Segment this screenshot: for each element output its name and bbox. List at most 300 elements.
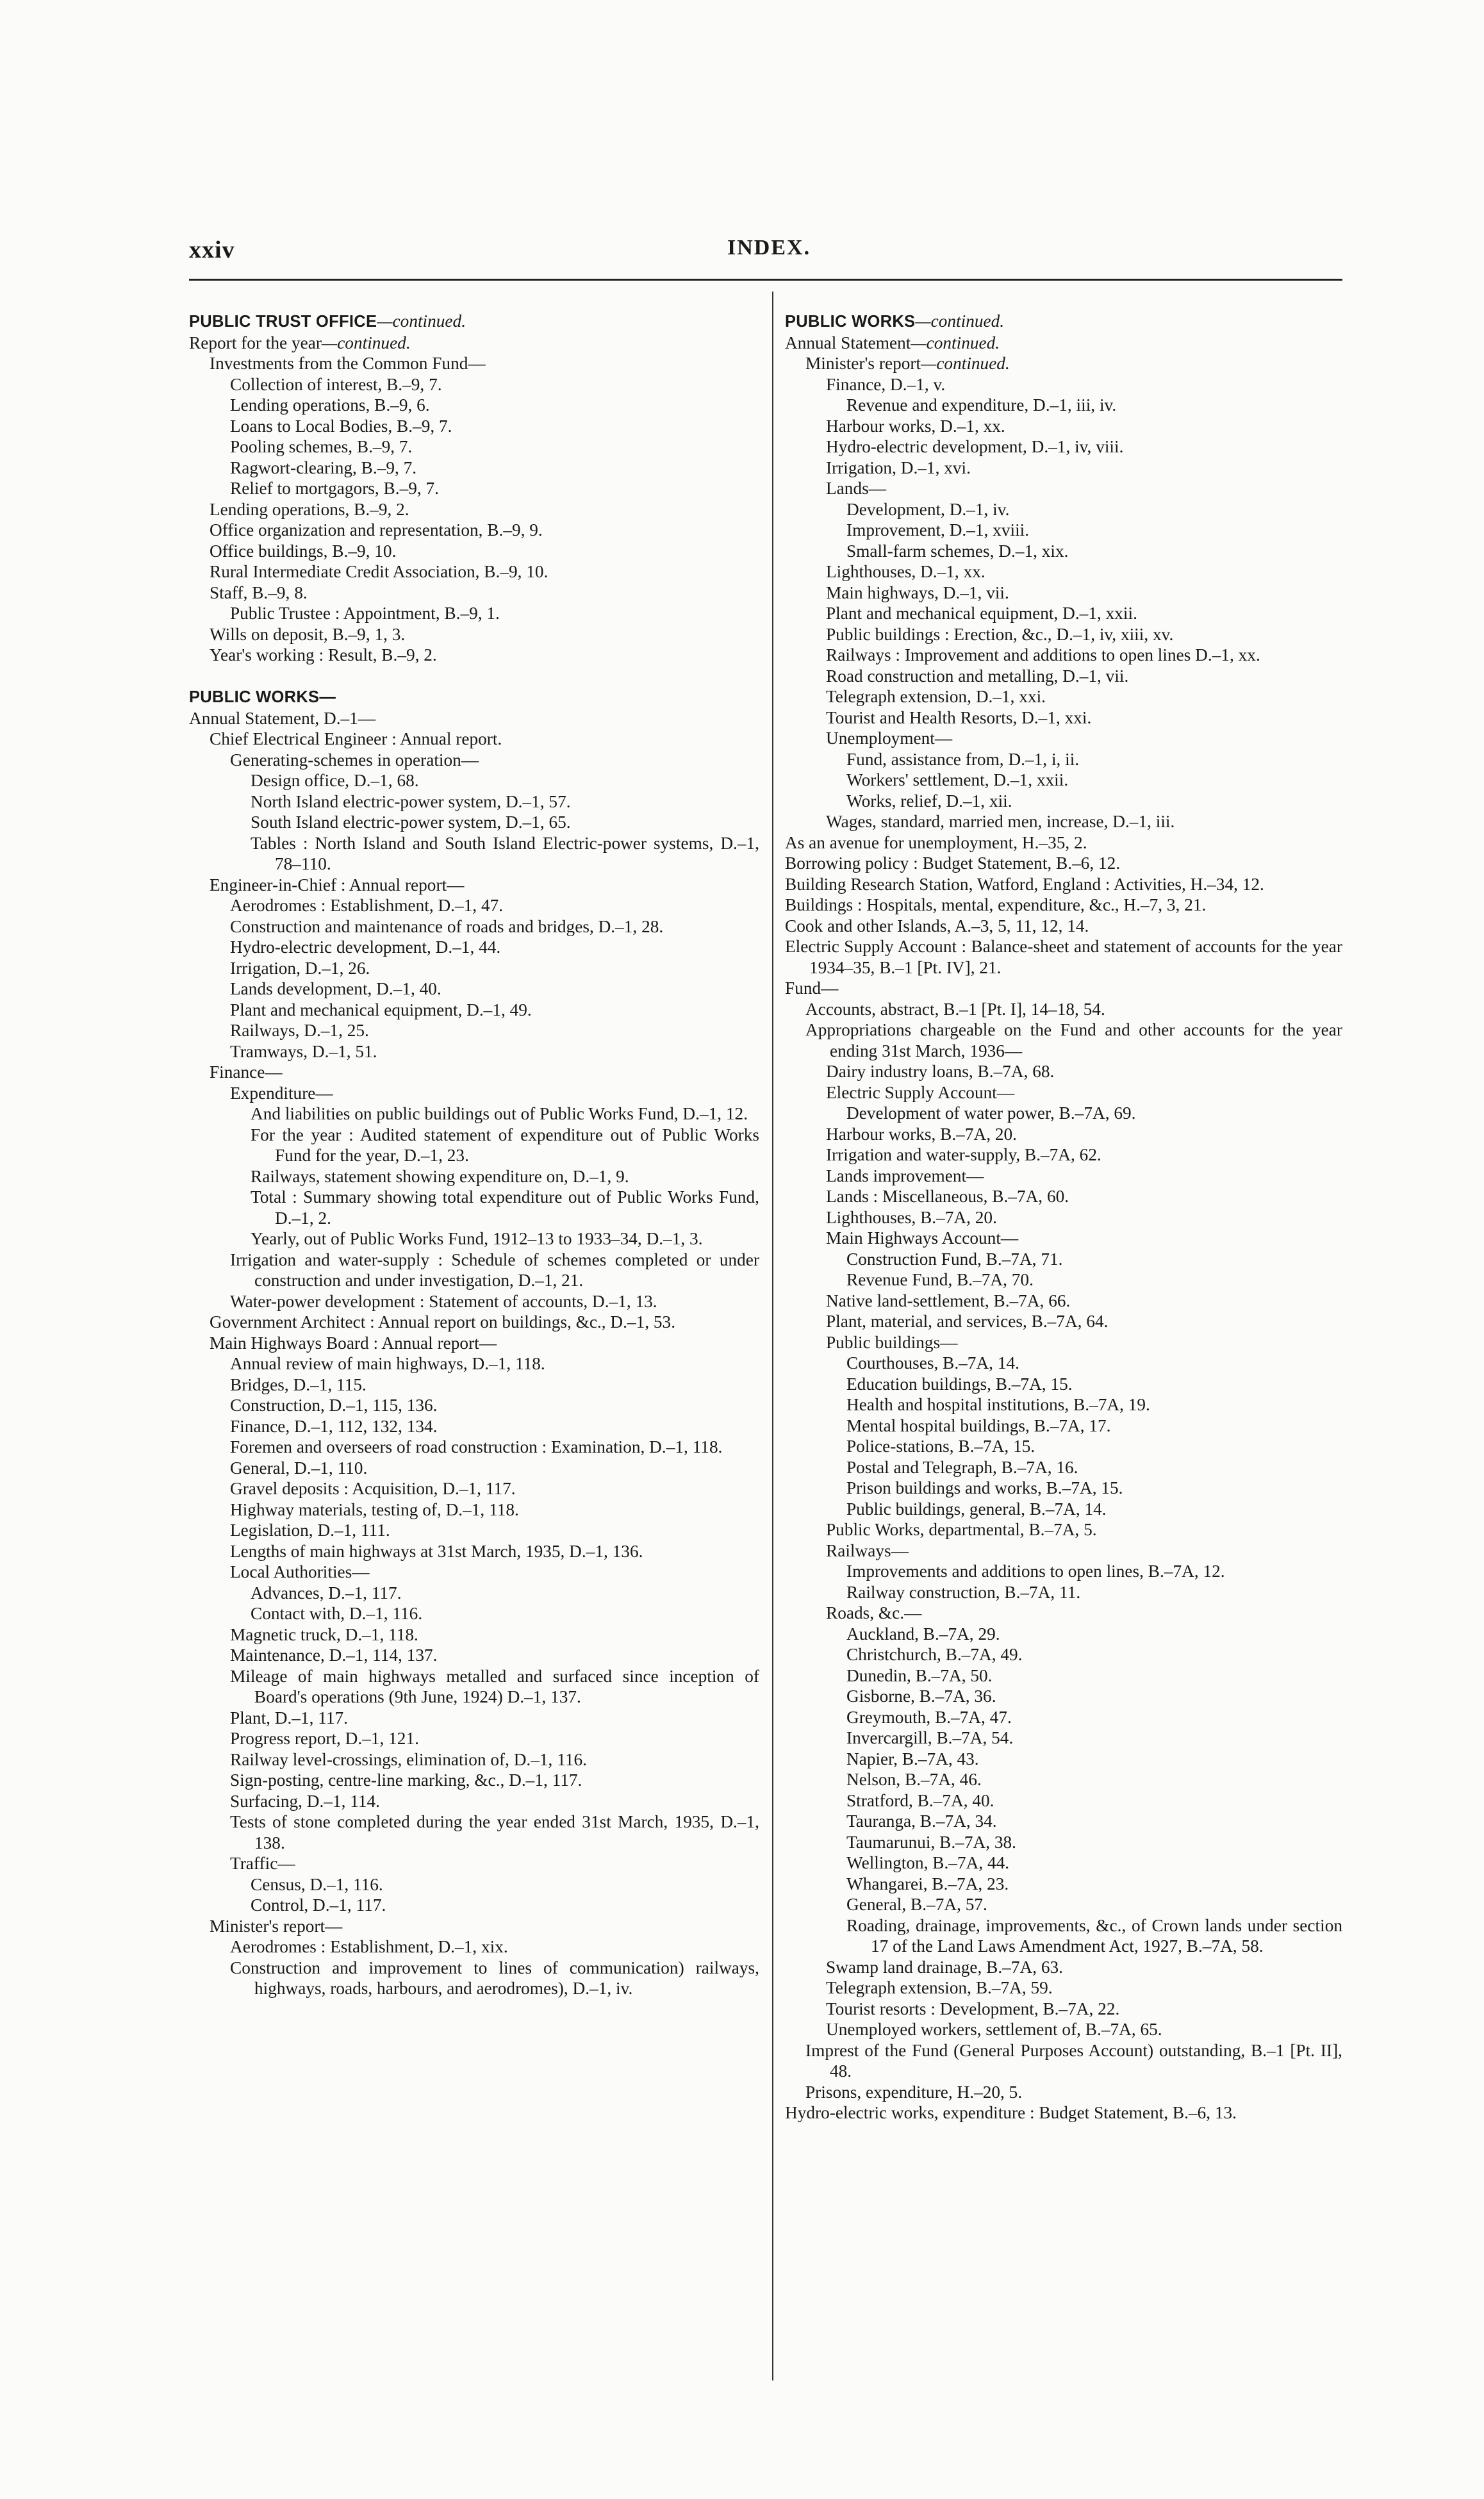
page-header (189, 236, 1342, 274)
entry-text: Railways, statement showing expenditure on, D.–1, 9. (251, 1166, 629, 1186)
entry-text: Lengths of main highways at 31st March, 1935, D.–1, 136. (230, 1541, 643, 1561)
index-entry (189, 436, 759, 458)
index-entry (785, 1769, 1342, 1790)
entry-text: Taumarunui, B.–7A, 38. (846, 1832, 1016, 1852)
index-entry (785, 1457, 1342, 1478)
entry-text: General, D.–1, 110. (230, 1458, 368, 1478)
entry-text: And liabilities on public buildings out of Public Works Fund, D.–1, 12. (251, 1104, 748, 1123)
entry-text: Tourist and Health Resorts, D.–1, xxi. (826, 707, 1092, 727)
index-entry (785, 916, 1342, 937)
index-entry (785, 1644, 1342, 1665)
entry-text: Wellington, B.–7A, 44. (846, 1853, 1010, 1872)
entry-text: Minister's report (805, 354, 921, 373)
index-entry (785, 1291, 1342, 1312)
entry-text: Railways— (826, 1540, 909, 1560)
entry-text: Tourist resorts : Development, B.–7A, 22. (826, 1999, 1120, 2018)
index-entry (189, 1125, 759, 1166)
index-entry (189, 812, 759, 833)
index-entry (785, 395, 1342, 416)
index-entry (785, 624, 1342, 645)
index-entry (785, 1582, 1342, 1603)
index-entry (189, 353, 759, 374)
continued-label: —continued. (921, 354, 1010, 373)
entry-text: Progress report, D.–1, 121. (230, 1729, 419, 1748)
entry-text: Office organization and representation, B.–9, 9. (210, 520, 543, 540)
index-entry (189, 1333, 759, 1354)
entry-text: Advances, D.–1, 117. (251, 1583, 402, 1603)
index-entry (785, 1665, 1342, 1687)
index-entry (189, 458, 759, 479)
page-number: xxiv (189, 236, 235, 263)
index-entry (785, 353, 1342, 374)
entry-text: Irrigation, D.–1, xvi. (826, 458, 971, 477)
index-heading (189, 686, 759, 708)
entry-text: Stratford, B.–7A, 40. (846, 1790, 994, 1810)
entry-text: Magnetic truck, D.–1, 118. (230, 1624, 418, 1644)
entry-text: Public buildings, general, B.–7A, 14. (846, 1499, 1107, 1519)
entry-text: Lands : Miscellaneous, B.–7A, 60. (826, 1187, 1069, 1206)
index-entry (785, 707, 1342, 729)
index-entry (785, 416, 1342, 437)
heading-text: PUBLIC WORKS (785, 313, 916, 331)
index-entry (785, 853, 1342, 874)
index-entry (189, 1645, 759, 1666)
entry-text: Legislation, D.–1, 111. (230, 1521, 390, 1540)
index-entry (785, 1394, 1342, 1415)
entry-text: Revenue Fund, B.–7A, 70. (846, 1270, 1034, 1289)
index-entry (785, 1186, 1342, 1207)
entry-text: Plant and mechanical equipment, D.–1, 49. (230, 1000, 532, 1019)
index-entry (785, 999, 1342, 1020)
index-entry (785, 1915, 1342, 1957)
entry-text: Railways, D.–1, 25. (230, 1021, 369, 1040)
index-entry (189, 1874, 759, 1895)
index-entry (785, 2019, 1342, 2040)
index-entry (785, 1249, 1342, 1270)
entry-text: Plant, material, and services, B.–7A, 64. (826, 1312, 1109, 1331)
entry-text: Census, D.–1, 116. (251, 1874, 383, 1894)
index-entry (189, 1562, 759, 1583)
entry-text: As an avenue for unemployment, H.–35, 2. (785, 832, 1087, 852)
entry-text: Tramways, D.–1, 51. (230, 1041, 377, 1061)
index-entry (785, 978, 1342, 999)
index-entry (785, 1061, 1342, 1082)
index-entry (785, 1103, 1342, 1124)
entry-text: Annual review of main highways, D.–1, 118. (230, 1354, 545, 1373)
entry-text: Dairy industry loans, B.–7A, 68. (826, 1062, 1055, 1081)
continued-label: —continued. (377, 311, 466, 331)
index-entry (785, 936, 1342, 978)
entry-text: Minister's report— (210, 1916, 343, 1936)
index-entry (785, 1374, 1342, 1395)
entry-text: Year's working : Result, B.–9, 2. (210, 645, 437, 664)
index-entry (785, 1269, 1342, 1291)
index-entry (785, 1749, 1342, 1770)
entry-text: Engineer-in-Chief : Annual report— (210, 875, 465, 895)
index-entry (785, 1603, 1342, 1624)
index-entry (785, 1207, 1342, 1228)
index-entry (189, 1187, 759, 1228)
entry-text: Relief to mortgagors, B.–9, 7. (230, 479, 440, 498)
header-rule (189, 279, 1342, 281)
index-entry (785, 645, 1342, 666)
right-column (785, 311, 1342, 2124)
index-entry (785, 1957, 1342, 1978)
index-entry (189, 958, 759, 979)
entry-text: Napier, B.–7A, 43. (846, 1749, 979, 1769)
index-entry (785, 1499, 1342, 1520)
entry-text: Yearly, out of Public Works Fund, 1912–13 to 1933–34, D.–1, 3. (251, 1229, 703, 1248)
index-entry (785, 1228, 1342, 1249)
entry-text: Main Highways Account— (826, 1228, 1019, 1248)
entry-text: Annual Statement (785, 333, 911, 352)
entry-text: Education buildings, B.–7A, 15. (846, 1374, 1073, 1394)
index-entry (189, 978, 759, 1000)
index-entry (189, 1291, 759, 1312)
index-entry (785, 478, 1342, 499)
entry-text: Auckland, B.–7A, 29. (846, 1624, 1000, 1644)
index-entry (189, 875, 759, 896)
index-entry (189, 624, 759, 645)
entry-text: Design office, D.–1, 68. (251, 771, 419, 790)
entry-text: Christchurch, B.–7A, 49. (846, 1645, 1023, 1664)
index-entry (785, 1707, 1342, 1728)
entry-text: Building Research Station, Watford, England : Activities, H.–34, 12. (785, 874, 1264, 894)
index-entry (189, 1478, 759, 1499)
index-entry (785, 1415, 1342, 1437)
entry-text: Fund, assistance from, D.–1, i, ii. (846, 749, 1080, 769)
index-entry (785, 749, 1342, 770)
running-head: INDEX. (727, 236, 811, 260)
entry-text: Tests of stone completed during the year ended 31st March, 1935, D.–1, 138. (230, 1812, 759, 1852)
entry-text: Irrigation and water-supply, B.–7A, 62. (826, 1145, 1101, 1164)
index-entry (785, 1811, 1342, 1832)
index-entry (189, 478, 759, 499)
index-entry (785, 2082, 1342, 2103)
entry-text: Lighthouses, D.–1, xx. (826, 562, 985, 581)
index-entry (785, 499, 1342, 520)
index-entry (189, 1770, 759, 1791)
entry-text: Postal and Telegraph, B.–7A, 16. (846, 1457, 1078, 1477)
entry-text: Irrigation and water-supply : Schedule of schemes completed or under construction and under investigation, D.–1, 21. (230, 1250, 759, 1290)
index-entry (189, 1916, 759, 1937)
entry-text: Unemployed workers, settlement of, B.–7A, 65. (826, 2020, 1162, 2039)
index-entry (189, 1020, 759, 1041)
entry-text: For the year : Audited statement of expenditure out of Public Works Fund for the year, D.–1, 23. (251, 1125, 759, 1165)
entry-text: Staff, B.–9, 8. (210, 582, 308, 602)
index-entry (189, 1853, 759, 1874)
entry-text: Development, D.–1, iv. (846, 499, 1010, 519)
entry-text: Electric Supply Account : Balance-sheet and statement of accounts for the year 1934–35, B.–1 [Pt. IV], 21. (785, 937, 1342, 977)
entry-text: Swamp land drainage, B.–7A, 63. (826, 1957, 1063, 1977)
entry-text: Borrowing policy : Budget Statement, B.–6, 12. (785, 854, 1121, 873)
index-entry (189, 1708, 759, 1729)
entry-text: Hydro-electric development, D.–1, 44. (230, 937, 501, 957)
index-entry (785, 1790, 1342, 1811)
index-entry (189, 1103, 759, 1125)
index-entry (785, 1353, 1342, 1374)
entry-text: Hydro-electric development, D.–1, iv, viii. (826, 437, 1124, 456)
index-entry (189, 1041, 759, 1062)
entry-text: Accounts, abstract, B.–1 [Pt. I], 14–18, 54. (805, 999, 1105, 1019)
index-entry (785, 895, 1342, 916)
index-entry (189, 1374, 759, 1396)
entry-text: Contact with, D.–1, 116. (251, 1604, 423, 1623)
entry-text: Roads, &c.— (826, 1603, 922, 1622)
index-entry (785, 458, 1342, 479)
index-entry (785, 1436, 1342, 1457)
entry-text: Imprest of the Fund (General Purposes Account) outstanding, B.–1 [Pt. II], 48. (805, 2040, 1342, 2081)
entry-text: Traffic— (230, 1854, 295, 1873)
entry-text: Lands improvement— (826, 1166, 984, 1185)
entry-text: Loans to Local Bodies, B.–9, 7. (230, 416, 452, 436)
heading-text: PUBLIC WORKS— (189, 688, 336, 706)
entry-text: Control, D.–1, 117. (251, 1895, 386, 1915)
entry-text: Main highways, D.–1, vii. (826, 582, 1009, 602)
index-entry (785, 666, 1342, 687)
index-entry (785, 436, 1342, 458)
index-entry (785, 1686, 1342, 1707)
heading-text: PUBLIC TRUST OFFICE (189, 313, 377, 331)
index-heading (189, 311, 759, 333)
index-entry (785, 1478, 1342, 1499)
index-entry (785, 2040, 1342, 2082)
index-entry (189, 1958, 759, 1999)
entry-text: Finance, D.–1, 112, 132, 134. (230, 1416, 438, 1436)
index-entry (785, 1019, 1342, 1061)
entry-text: Prison buildings and works, B.–7A, 15. (846, 1478, 1123, 1497)
index-entry (189, 791, 759, 812)
index-entry (785, 728, 1342, 749)
entry-text: Public buildings— (826, 1332, 958, 1352)
entry-text: Government Architect : Annual report on buildings, &c., D.–1, 53. (210, 1312, 676, 1332)
entry-text: Appropriations chargeable on the Fund and other accounts for the year ending 31st March, 1936— (805, 1020, 1342, 1060)
entry-text: Tauranga, B.–7A, 34. (846, 1811, 997, 1831)
entry-text: Wages, standard, married men, increase, D.–1, iii. (826, 812, 1175, 831)
index-entry (785, 874, 1342, 895)
entry-text: Fund— (785, 978, 839, 998)
index-entry (785, 1332, 1342, 1353)
entry-text: Telegraph extension, D.–1, xxi. (826, 687, 1046, 706)
entry-text: Rural Intermediate Credit Association, B.–9, 10. (210, 562, 548, 581)
entry-text: Main Highways Board : Annual report— (210, 1333, 497, 1353)
index-entry (189, 1166, 759, 1187)
entry-text: Construction and maintenance of roads and bridges, D.–1, 28. (230, 916, 664, 936)
entry-text: Plant, D.–1, 117. (230, 1708, 349, 1728)
entry-text: Invercargill, B.–7A, 54. (846, 1728, 1014, 1747)
entry-text: Generating-schemes in operation— (230, 750, 479, 770)
index-entry (785, 1082, 1342, 1103)
index-entry (189, 1312, 759, 1333)
entry-text: Chief Electrical Engineer : Annual report. (210, 729, 502, 748)
index-entry (785, 1166, 1342, 1187)
entry-text: Finance, D.–1, v. (826, 374, 946, 394)
entry-text: Railway level-crossings, elimination of, D.–1, 116. (230, 1749, 587, 1769)
entry-text: Maintenance, D.–1, 114, 137. (230, 1645, 438, 1665)
entry-text: Annual Statement, D.–1— (189, 708, 376, 728)
entry-text: Revenue and expenditure, D.–1, iii, iv. (846, 395, 1117, 415)
index-entry (785, 582, 1342, 604)
index-entry (189, 1499, 759, 1521)
index-entry (785, 1999, 1342, 2020)
entry-text: Small-farm schemes, D.–1, xix. (846, 541, 1069, 561)
index-entry (785, 1311, 1342, 1332)
index-entry (785, 1832, 1342, 1853)
entry-text: Mileage of main highways metalled and surfaced since inception of Board's operations (9th June, 1924) D.–1, 137. (230, 1666, 759, 1706)
entry-text: Lending operations, B.–9, 6. (230, 395, 430, 415)
index-entry (189, 1603, 759, 1624)
entry-text: Office buildings, B.–9, 10. (210, 541, 397, 561)
entry-text: Railway construction, B.–7A, 11. (846, 1582, 1081, 1602)
entry-text: Harbour works, B.–7A, 20. (826, 1124, 1017, 1144)
index-entry (785, 603, 1342, 624)
entry-text: Lending operations, B.–9, 2. (210, 499, 409, 519)
index-entry (189, 374, 759, 395)
index-entry (189, 1728, 759, 1749)
entry-text: Highway materials, testing of, D.–1, 118. (230, 1499, 519, 1519)
entry-text: Total : Summary showing total expenditure out of Public Works Fund, D.–1, 2. (251, 1187, 759, 1228)
entry-text: Lands development, D.–1, 40. (230, 979, 441, 998)
index-entry (785, 1728, 1342, 1749)
index-entry (189, 333, 759, 354)
entry-text: Public Trustee : Appointment, B.–9, 1. (230, 604, 500, 623)
index-entry (785, 520, 1342, 541)
index-entry (189, 750, 759, 771)
index-entry (189, 1353, 759, 1374)
index-entry (785, 561, 1342, 582)
index-entry (189, 1541, 759, 1562)
entry-text: Gravel deposits : Acquisition, D.–1, 117. (230, 1479, 516, 1498)
index-entry (189, 708, 759, 729)
index-entry (189, 582, 759, 604)
entry-text: Courthouses, B.–7A, 14. (846, 1353, 1019, 1373)
entry-text: Tables : North Island and South Island Electric-power systems, D.–1, 78–110. (251, 833, 759, 873)
entry-text: Road construction and metalling, D.–1, vii. (826, 666, 1129, 686)
index-entry (189, 1000, 759, 1021)
index-entry (785, 686, 1342, 707)
index-entry (785, 1894, 1342, 1915)
index-entry (785, 791, 1342, 812)
index-entry (189, 1437, 759, 1458)
index-entry (189, 1458, 759, 1479)
index-entry (189, 833, 759, 875)
entry-text: Report for the year (189, 333, 322, 352)
index-entry (189, 1666, 759, 1708)
index-entry (785, 2102, 1342, 2124)
left-column (189, 311, 759, 1999)
entry-text: South Island electric-power system, D.–1, 65. (251, 812, 571, 832)
entry-text: Sign-posting, centre-line marking, &c., D.–1, 117. (230, 1770, 582, 1790)
entry-text: Mental hospital buildings, B.–7A, 17. (846, 1415, 1111, 1435)
entry-text: Ragwort-clearing, B.–9, 7. (230, 458, 417, 477)
index-entry (189, 603, 759, 624)
entry-text: Collection of interest, B.–9, 7. (230, 374, 442, 394)
index-entry (785, 541, 1342, 562)
entry-text: Cook and other Islands, A.–3, 5, 11, 12, 14. (785, 916, 1089, 936)
entry-text: Public Works, departmental, B.–7A, 5. (826, 1520, 1097, 1539)
index-entry (189, 916, 759, 937)
index-entry (189, 1811, 759, 1853)
index-entry (189, 561, 759, 582)
entry-text: Telegraph extension, B.–7A, 59. (826, 1978, 1053, 1997)
index-entry (189, 1395, 759, 1416)
index-entry (189, 1583, 759, 1604)
entry-text: Railways : Improvement and additions to open lines D.–1, xx. (826, 645, 1260, 664)
index-entry (189, 770, 759, 791)
index-entry (785, 1519, 1342, 1540)
index-entry (189, 1936, 759, 1958)
index-entry (189, 1791, 759, 1812)
entry-text: Expenditure— (230, 1083, 333, 1103)
index-entry (189, 541, 759, 562)
index-entry (189, 1520, 759, 1541)
entry-text: Whangarei, B.–7A, 23. (846, 1874, 1009, 1893)
index-entry (785, 832, 1342, 854)
entry-text: Water-power development : Statement of accounts, D.–1, 13. (230, 1291, 657, 1311)
index-entry (785, 1874, 1342, 1895)
index-entry (189, 937, 759, 958)
index-entry (189, 520, 759, 541)
index-entry (785, 374, 1342, 395)
entry-text: Wills on deposit, B.–9, 1, 3. (210, 624, 406, 644)
entry-text: Bridges, D.–1, 115. (230, 1374, 367, 1394)
index-entry (785, 1124, 1342, 1145)
entry-text: Local Authorities— (230, 1562, 370, 1581)
entry-text: Harbour works, D.–1, xx. (826, 416, 1005, 436)
entry-text: Improvements and additions to open lines, B.–7A, 12. (846, 1562, 1225, 1581)
entry-text: Pooling schemes, B.–9, 7. (230, 437, 413, 456)
index-entry (189, 395, 759, 416)
entry-text: Unemployment— (826, 729, 953, 748)
entry-text: Development of water power, B.–7A, 69. (846, 1103, 1136, 1123)
index-entry (189, 895, 759, 916)
index-entry (189, 416, 759, 437)
index-entry (189, 1228, 759, 1250)
entry-text: Construction Fund, B.–7A, 71. (846, 1249, 1063, 1269)
entry-text: Foremen and overseers of road construction : Examination, D.–1, 118. (230, 1437, 723, 1456)
entry-text: Aerodromes : Establishment, D.–1, 47. (230, 896, 504, 915)
index-entry (785, 1852, 1342, 1874)
entry-text: Gisborne, B.–7A, 36. (846, 1687, 996, 1706)
index-entry (189, 1250, 759, 1291)
index-entry (189, 499, 759, 520)
entry-text: Lands— (826, 479, 887, 498)
entry-text: Native land-settlement, B.–7A, 66. (826, 1291, 1071, 1310)
index-entry (189, 1749, 759, 1770)
column-divider (772, 292, 773, 2380)
entry-text: Greymouth, B.–7A, 47. (846, 1707, 1012, 1727)
index-entry (785, 1977, 1342, 1999)
entry-text: Buildings : Hospitals, mental, expenditure, &c., H.–7, 3, 21. (785, 895, 1207, 914)
index-entry (785, 770, 1342, 791)
index-entry (189, 1895, 759, 1916)
index-entry (785, 333, 1342, 354)
entry-text: Investments from the Common Fund— (210, 354, 486, 373)
entry-text: Plant and mechanical equipment, D.–1, xxii. (826, 604, 1137, 623)
entry-text: Dunedin, B.–7A, 50. (846, 1665, 993, 1685)
entry-text: Works, relief, D.–1, xii. (846, 791, 1012, 811)
index-entry (189, 1416, 759, 1437)
entry-text: Hydro-electric works, expenditure : Budget Statement, B.–6, 13. (785, 2103, 1237, 2122)
entry-text: North Island electric-power system, D.–1, 57. (251, 791, 571, 811)
index-entry (785, 1624, 1342, 1645)
entry-text: Roading, drainage, improvements, &c., of Crown lands under section 17 of the Land Laws Amendment Act, 1927, B.–7A, 58. (846, 1915, 1342, 1956)
section-gap (189, 666, 759, 687)
index-entry (785, 811, 1342, 832)
entry-text: Public buildings : Erection, &c., D.–1, iv, xiii, xv. (826, 624, 1174, 644)
entry-text: Aerodromes : Establishment, D.–1, xix. (230, 1937, 508, 1956)
entry-text: Lighthouses, B.–7A, 20. (826, 1207, 997, 1227)
